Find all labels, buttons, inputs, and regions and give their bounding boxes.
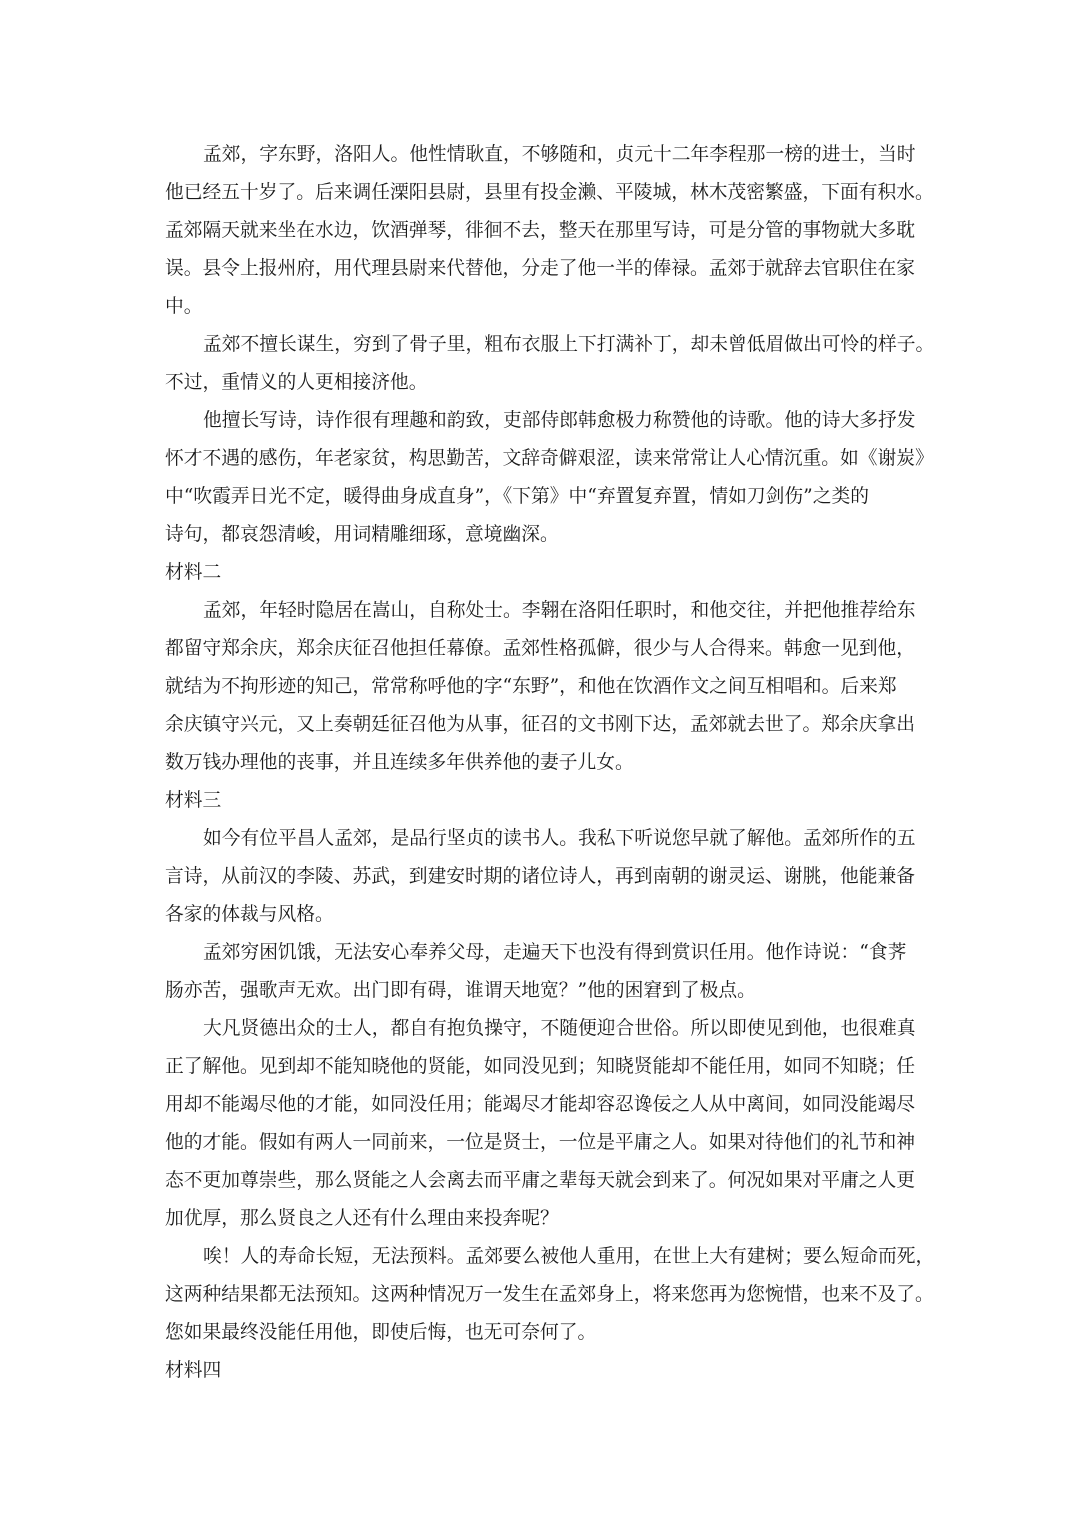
text-line: 大凡贤德出众的士人，都自有抱负操守，不随便迎合世俗。所以即使见到他，也很难真 [203, 1018, 916, 1039]
text-line: 就结为不拘形迹的知己，常常称呼他的字“东野”，和他在饮酒作文之间互相唱和。后来郑 [165, 676, 897, 697]
paragraph [165, 1238, 935, 1352]
paragraph [165, 136, 934, 326]
section-heading: 材料三 [165, 790, 222, 811]
text-line: 他已经五十岁了。后来调任溧阳县尉，县里有投金濑、平陵城，林木茂密繁盛，下面有积水。 [165, 182, 934, 203]
paragraph [165, 934, 925, 1010]
document-body [165, 136, 935, 1390]
paragraph [165, 592, 925, 782]
text-line: 余庆镇守兴元，又上奏朝廷征召他为从事，征召的文书刚下达，孟郊就去世了。郑余庆拿出 [165, 714, 915, 735]
text-line: 他擅长写诗，诗作很有理趣和韵致，吏部侍郎韩愈极力称赞他的诗歌。他的诗大多抒发 [203, 410, 916, 431]
text-line: 孟郊不擅长谋生，穷到了骨子里，粗布衣服上下打满补丁，却未曾低眉做出可怜的样子。 [203, 334, 935, 355]
text-line: 您如果最终没能任用他，即使后悔，也无可奈何了。 [165, 1322, 597, 1343]
text-line: 诗句，都哀怨清峻，用词精雕细琢，意境幽深。 [165, 524, 559, 545]
text-line: 怀才不遇的感伤，年老家贫，构思勤苦，文辞奇僻艰涩，读来常常让人心情沉重。如《谢炭》 [165, 448, 934, 469]
text-line: 肠亦苦，强歌声无欢。出门即有碍，谁谓天地宽？”他的困窘到了极点。 [165, 980, 756, 1001]
paragraph [165, 326, 935, 402]
paragraph [165, 1010, 925, 1238]
text-line: 中“吹霞弄日光不定，暖得曲身成直身”，《下第》中“弃置复弃置，情如刀剑伤”之类的 [165, 486, 869, 507]
text-line: 加优厚，那么贤良之人还有什么理由来投奔呢？ [165, 1208, 559, 1229]
text-line: 如今有位平昌人孟郊，是品行坚贞的读书人。我私下听说您早就了解他。孟郊所作的五 [203, 828, 916, 849]
text-line: 数万钱办理他的丧事，并且连续多年供养他的妻子儿女。 [165, 752, 634, 773]
text-line: 孟郊穷困饥饿，无法安心奉养父母，走遍天下也没有得到赏识任用。他作诗说：“食荠 [203, 942, 907, 963]
text-line: 孟郊，字东野，洛阳人。他性情耿直，不够随和，贞元十二年李程那一榜的进士，当时 [203, 144, 916, 165]
text-line: 正了解他。见到却不能知晓他的贤能，如同没见到；知晓贤能却不能任用，如同不知晓；任 [165, 1056, 915, 1077]
paragraph [165, 402, 934, 554]
paragraph [165, 820, 925, 934]
text-line: 孟郊，年轻时隐居在嵩山，自称处士。李翱在洛阳任职时，和他交往，并把他推荐给东 [203, 600, 916, 621]
text-line: 这两种结果都无法预知。这两种情况万一发生在孟郊身上，将来您再为您惋惜，也来不及了。 [165, 1284, 934, 1305]
text-line: 中。 [165, 296, 203, 317]
text-line: 各家的体裁与风格。 [165, 904, 334, 925]
text-line: 不过，重情义的人更相接济他。 [165, 372, 428, 393]
text-line: 孟郊隔天就来坐在水边，饮酒弹琴，徘徊不去，整天在那里写诗，可是分管的事物就大多耽 [165, 220, 915, 241]
text-line: 误。县令上报州府，用代理县尉来代替他，分走了他一半的俸禄。孟郊于就辞去官职住在家 [165, 258, 915, 279]
text-line: 唉！人的寿命长短，无法预料。孟郊要么被他人重用，在世上大有建树；要么短命而死， [203, 1246, 935, 1267]
section-heading: 材料四 [165, 1360, 222, 1381]
text-line: 都留守郑余庆，郑余庆征召他担任幕僚。孟郊性格孤僻，很少与人合得来。韩愈一见到他， [165, 638, 915, 659]
text-line: 他的才能。假如有两人一同前来，一位是贤士，一位是平庸之人。如果对待他们的礼节和神 [165, 1132, 915, 1153]
section-heading: 材料二 [165, 562, 222, 583]
text-line: 用却不能竭尽他的才能，如同没任用；能竭尽才能却容忍谗佞之人从中离间，如同没能竭尽 [165, 1094, 915, 1115]
text-line: 言诗，从前汉的李陵、苏武，到建安时期的诸位诗人，再到南朝的谢灵运、谢朓，他能兼备 [165, 866, 915, 887]
text-line: 态不更加尊崇些，那么贤能之人会离去而平庸之辈每天就会到来了。何况如果对平庸之人更 [165, 1170, 915, 1191]
